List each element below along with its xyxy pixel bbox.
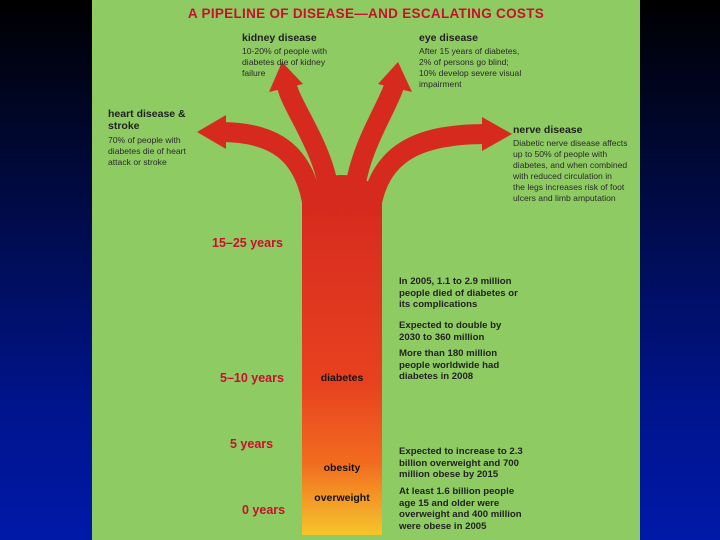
branch-nerve <box>370 134 487 215</box>
kidney-disease-heading: kidney disease <box>242 32 317 44</box>
eye-disease-line-4: impairment <box>419 79 462 89</box>
diagram-panel <box>92 0 640 540</box>
stage-overweight: overweight <box>314 492 370 504</box>
trunk <box>302 200 382 535</box>
stage-obesity: obesity <box>323 462 361 474</box>
eye-disease-line-3: 10% develop severe visual <box>419 68 522 78</box>
stat-deaths-2005 <box>399 276 599 311</box>
arrowhead-nerve <box>482 117 512 151</box>
heart-disease-heading-2: stroke <box>108 120 140 132</box>
heart-disease-line-1: 70% of people with <box>108 135 181 145</box>
timeline-5-10-years: 5–10 years <box>220 371 284 385</box>
heart-disease-line-2: diabetes die of heart <box>108 146 186 156</box>
stat-2008-line-2: people worldwide had <box>399 359 500 371</box>
nerve-disease-line-4: with reduced circulation in <box>513 171 612 181</box>
stat-deaths-line-3: its complications <box>399 299 478 310</box>
nerve-disease-line-3: diabetes, and when combined <box>513 160 628 170</box>
stat-overweight-2015 <box>399 446 609 481</box>
timeline-5-years: 5 years <box>230 437 274 451</box>
heart-disease-callout <box>108 108 238 168</box>
timeline-15-25-years: 15–25 years <box>212 236 283 250</box>
stat-deaths-line-2: people died of diabetes or <box>399 287 518 299</box>
nerve-disease-line-1: Diabetic nerve disease affects <box>513 138 628 148</box>
eye-disease-line-1: After 15 years of diabetes, <box>419 46 520 56</box>
kidney-disease-line-1: 10-20% of people with <box>242 46 328 56</box>
eye-disease-heading: eye disease <box>419 32 478 44</box>
nerve-disease-callout <box>513 124 638 204</box>
heart-disease-heading-1: heart disease & <box>108 108 186 120</box>
stat-2005-ow-line-4: were obese in 2005 <box>399 520 487 532</box>
stage-diabetes: diabetes <box>320 372 364 384</box>
stat-diabetes-2008 <box>399 348 599 383</box>
kidney-disease-line-2: diabetes die of kidney <box>242 57 326 67</box>
eye-disease-callout <box>419 32 559 90</box>
nerve-disease-line-6: ulcers and limb amputation <box>513 193 616 203</box>
stat-2005-ow-line-3: overweight and 400 million <box>399 509 522 520</box>
diagram-title: A PIPELINE OF DISEASE—AND ESCALATING COSTS <box>187 6 545 21</box>
stat-2015-line-1: Expected to increase to 2.3 <box>399 446 523 457</box>
stat-2015-line-3: million obese by 2015 <box>399 469 499 480</box>
stat-deaths-line-1: In 2005, 1.1 to 2.9 million <box>399 276 512 287</box>
stat-2008-line-3: diabetes in 2008 <box>399 371 474 382</box>
eye-disease-line-2: 2% of persons go blind; <box>419 57 509 67</box>
stat-double-line-1: Expected to double by <box>399 320 502 331</box>
nerve-disease-line-2: up to 50% of people with <box>513 149 608 159</box>
kidney-disease-line-3: failure <box>242 68 266 78</box>
kidney-disease-callout <box>242 32 372 79</box>
nerve-disease-line-5: the legs increases risk of foot <box>513 182 625 192</box>
stat-2005-ow-line-2: age 15 and older were <box>399 497 500 509</box>
stat-overweight-2005 <box>399 486 609 532</box>
stat-double-line-2: 2030 to 360 million <box>399 331 485 343</box>
stat-2015-line-2: billion overweight and 700 <box>399 457 519 469</box>
stat-2005-ow-line-1: At least 1.6 billion people <box>399 486 515 497</box>
timeline-0-years: 0 years <box>242 503 286 517</box>
nerve-disease-heading: nerve disease <box>513 124 583 136</box>
stat-double-2030 <box>399 320 599 343</box>
heart-disease-line-3: attack or stroke <box>108 157 167 167</box>
stat-2008-line-1: More than 180 million <box>399 348 498 359</box>
